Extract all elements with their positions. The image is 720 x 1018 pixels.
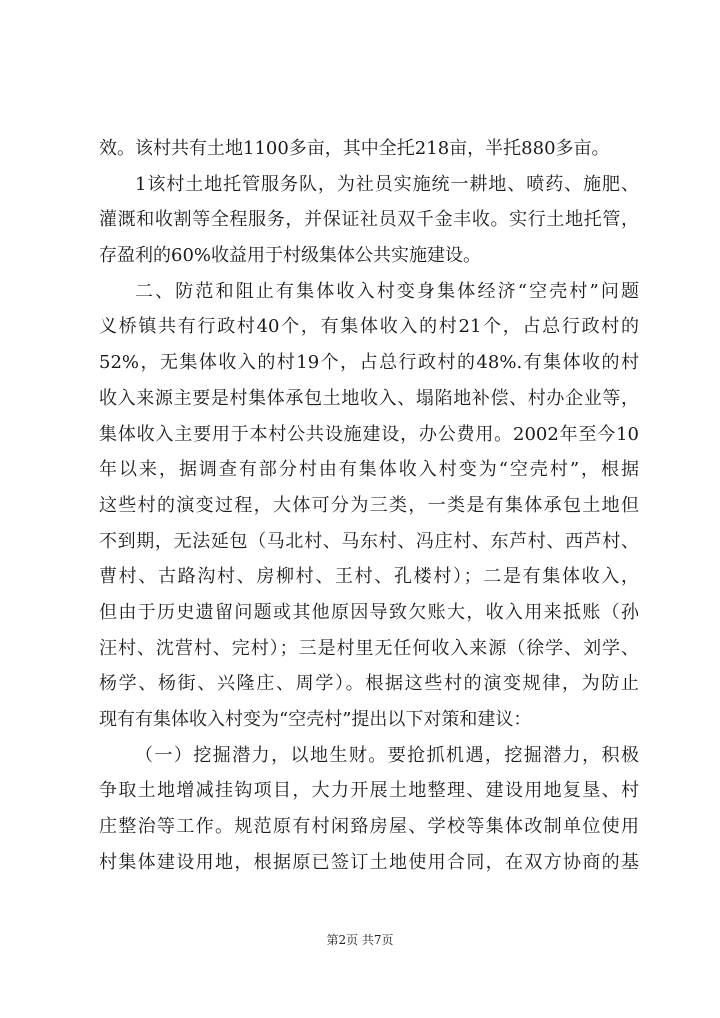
text-line-14: 但由于历史遗留问题或其他原因导致欠账大，收入用来抵账（孙 (99, 601, 639, 623)
text-line-12: 不到期，无法延包（马北村、马东村、冯庄村、东芦村、西芦村、 (99, 530, 639, 552)
text-line-13: 曹村、古路沟村、房柳村、王村、孔楼村）；二是有集体收入， (99, 566, 639, 588)
page-number: 第2页 共7页 (326, 933, 394, 947)
subsection-heading-1: （一）挖掘潜力，以地生财。要抢抓机遇，挖掘潜力，积极 (135, 744, 639, 766)
text-line-11: 这些村的演变过程，大体可分为三类，一类是有集体承包土地但 (99, 494, 639, 516)
text-line-6: 义桥镇共有行政村40个，有集体收入的村21个，占总行政村的 (99, 316, 639, 338)
text-line-4: 存盈利的60%收益用于村级集体公共实施建设。 (99, 245, 482, 267)
text-line-8: 收入来源主要是村集体承包土地收入、塌陷地补偿、村办企业等， (99, 387, 639, 409)
text-line-21: 村集体建设用地，根据原已签订土地使用合同，在双方协商的基 (99, 851, 639, 873)
text-line-2: 1该村土地托管服务队，为社员实施统一耕地、喷药、施肥、 (135, 173, 639, 195)
text-line-17: 现有有集体收入村变为“空壳村”提出以下对策和建议： (99, 709, 532, 730)
section-heading-2: 二、防范和阻止有集体收入村变身集体经济“空壳村”问题 (135, 280, 639, 302)
text-line-3: 灌溉和收割等全程服务，并保证社员双千金丰收。实行土地托管， (99, 209, 639, 231)
document-body (99, 131, 639, 880)
text-line-7: 52%，无集体收入的村19个，占总行政村的48%.有集体收的村 (99, 352, 639, 374)
text-line-1: 效。该村共有土地1100多亩，其中全托218亩，半托880多亩。 (99, 138, 610, 159)
text-line-15: 汪村、沈营村、完村）；三是村里无任何收入来源（徐学、刘学、 (99, 637, 639, 659)
text-line-19: 争取土地增减挂钩项目，大力开展土地整理、建设用地复垦、村 (99, 780, 639, 802)
text-line-16: 杨学、杨街、兴隆庄、周学）。根据这些村的演变规律，为防止 (99, 673, 639, 695)
text-line-10: 年以来，据调查有部分村由有集体收入村变为“空壳村”，根据 (99, 459, 639, 481)
text-line-9: 集体收入主要用于本村公共设施建设，办公费用。2002年至今10 (99, 423, 639, 445)
text-line-20: 庄整治等工作。规范原有村闲臵房屋、学校等集体改制单位使用 (99, 816, 639, 838)
